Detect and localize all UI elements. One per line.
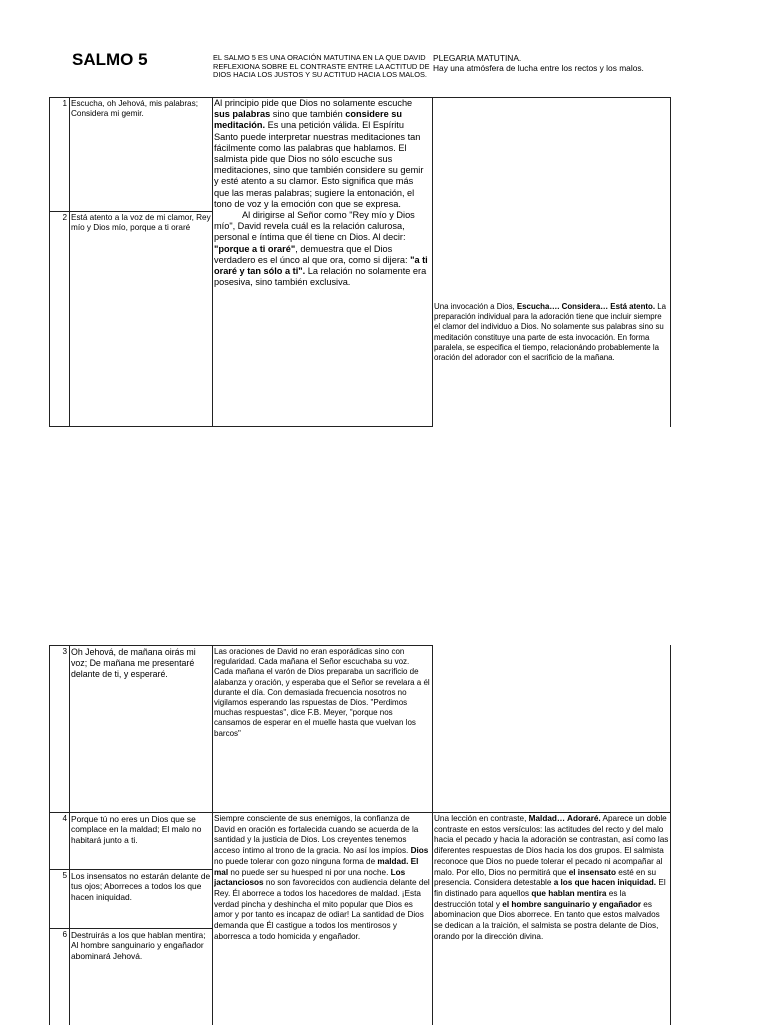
side-note: Una invocación a Dios, Escucha…. Considera… Está atento. La preparación individual para la adoración tiene que incluir siempre el clamor del individuo a Dios. No solamente sus palabras sino su meditación constituye una parte de esta invocación. En forma paralela, se especifica el tiempo, relacionándo probablemente la oración del adorador con el sacrificio de la mañana. [434, 302, 667, 363]
side-note: Una lección en contraste, Maldad… Adoraré. Aparece un doble contraste en estos versículos: las actitudes del recto y del malo hacia el pecado y hacia la adoración se contrastan, así como las diferentes respuestas de Dios hacia los dos grupos. El salmista reconoce que Dios no puede tolerar el pecado ni acompañar al malo. Por ello, Dios no permitirá que el insensato esté en su presencia. Considera detestable a los que hacen iniquidad. El fin distinado para aquellos que hablan mentira es la destrucción total y el hombre sanguinario y engañador es abominacion que Dios aborrece. En tanto que estos malvados se dedican a la traición, el salmista se postra delante de Dios, orando por la dirección divina. [434, 814, 669, 941]
verse-text: Destruirás a los que hablan mentira; Al hombre sanguinario y engañador abominará Jehová. [71, 930, 206, 961]
verse-text: Porque tú no eres un Dios que se complace en la maldad; El malo no habitará junto a ti. [71, 814, 202, 845]
table-divider [212, 645, 213, 1025]
row-divider [49, 869, 213, 870]
commentary-block: Siempre consciente de sus enemigos, la confianza de David en oración es fortalecida cuando se acuerda de la santidad y la justicia de Dios. Los creyentes tenemos acceso íntimo al trono de la gracia. No así los impíos. Dios no puede tolerar con gozo ninguna forma de maldad. El mal no puede ser su huesped ni por una noche. Los jactanciosos no son favorecidos con audiencia delante del Rey. Él aborrece a todos los hacedores de maldad. ¡Esta verdad pincha y deshincha el mito popular que Dios es amor y por tanto es incapaz de odiar! La santidad de Dios demanda que Él castigue a todos los mentirosos y aborresca a todo homicida y engañador. [214, 814, 430, 941]
row-divider [49, 928, 213, 929]
row-divider [49, 812, 671, 813]
commentary-block: Las oraciones de David no eran esporádicas sino con regularidad. Cada mañana el Señor escuchaba su voz. Cada mañana el varón de Dios preparaba un sacrificio de alabanza y oración, y esperaba que el Señor se revelara a él durante el día. Con demasiada frecuencia nosotros no vigilamos esperando las rspuestas de Dios. "Perdimos muchas respuestas", dice F.B. Meyer, "porque nos cansamos de esperar en el muelle hasta que vuelvan los barcos" [214, 647, 430, 738]
verse-number: 3 [62, 647, 67, 656]
table-divider [69, 97, 70, 427]
verse-text: Oh Jehová, de mañana oirás mi voz; De mañana me presentaré delante de ti, y esperaré. [71, 647, 196, 680]
verse-number: 6 [62, 930, 67, 939]
table-border-left [49, 645, 50, 1025]
plegaria-block [433, 53, 678, 73]
verse-number: 4 [62, 814, 67, 823]
table-border-top [49, 645, 433, 646]
table-border-right [670, 97, 671, 427]
verse-text: Los insensatos no estarán delante de tus ojos; Aborreces a todos los que hacen iniquidad. [71, 871, 211, 902]
page-title: SALMO 5 [72, 50, 148, 69]
table-divider [432, 97, 433, 427]
verse-text: Escucha, oh Jehová, mis palabras; Considera mi gemir. [71, 99, 198, 118]
table-border-bottom [49, 426, 433, 427]
table-divider [69, 645, 70, 1025]
row-divider [49, 211, 213, 212]
verse-number: 5 [62, 871, 67, 880]
plegaria-text: Hay una atmósfera de lucha entre los rectos y los malos. [433, 63, 644, 73]
intro-note: EL SALMO 5 ES UNA ORACIÓN MATUTINA EN LA QUE DAVID REFLEXIONA SOBRE EL CONTRASTE ENTRE LA ACTITUD DE DIOS HACIA LOS JUSTOS Y SU ACTITUD HACIA LOS MALOS. [213, 53, 430, 80]
verse-number: 2 [62, 213, 67, 222]
table-divider [212, 97, 213, 427]
table-border-right [670, 645, 671, 1025]
commentary-block: Al principio pide que Dios no solamente escuche sus palabras sino que también considere su meditación. Es una petición válida. El Espíritu Santo puede interpretar nuestras meditaciones tan fácilmente como las palabras que hablamos. El salmista pide que Dios no sólo escuche sus meditaciones, sino que también considere su gemir y esté atento a su clamor. Esto significa que más que las meras palabras; sugiere la entonación, el tono de voz y la emoción con que se expresa. Al dirigirse al Señor como "Rey mío y Dios mío", David revela cuál es la relación calurosa, personal e íntima que él tiene cn Dios. Al decir: "porque a ti oraré", demuestra que el Dios verdadero es el únco al que ora, como si dijera: "a ti oraré y tan sólo a ti". La relación no solamente era posesiva, sino también exclusiva. [214, 98, 428, 288]
plegaria-title: PLEGARIA MATUTINA. [433, 53, 522, 63]
table-border-left [49, 97, 50, 427]
verse-text: Está atento a la voz de mi clamor, Rey mío y Dios mío, porque a ti oraré [71, 213, 211, 232]
table-divider [432, 645, 433, 1025]
verse-number: 1 [62, 99, 67, 108]
